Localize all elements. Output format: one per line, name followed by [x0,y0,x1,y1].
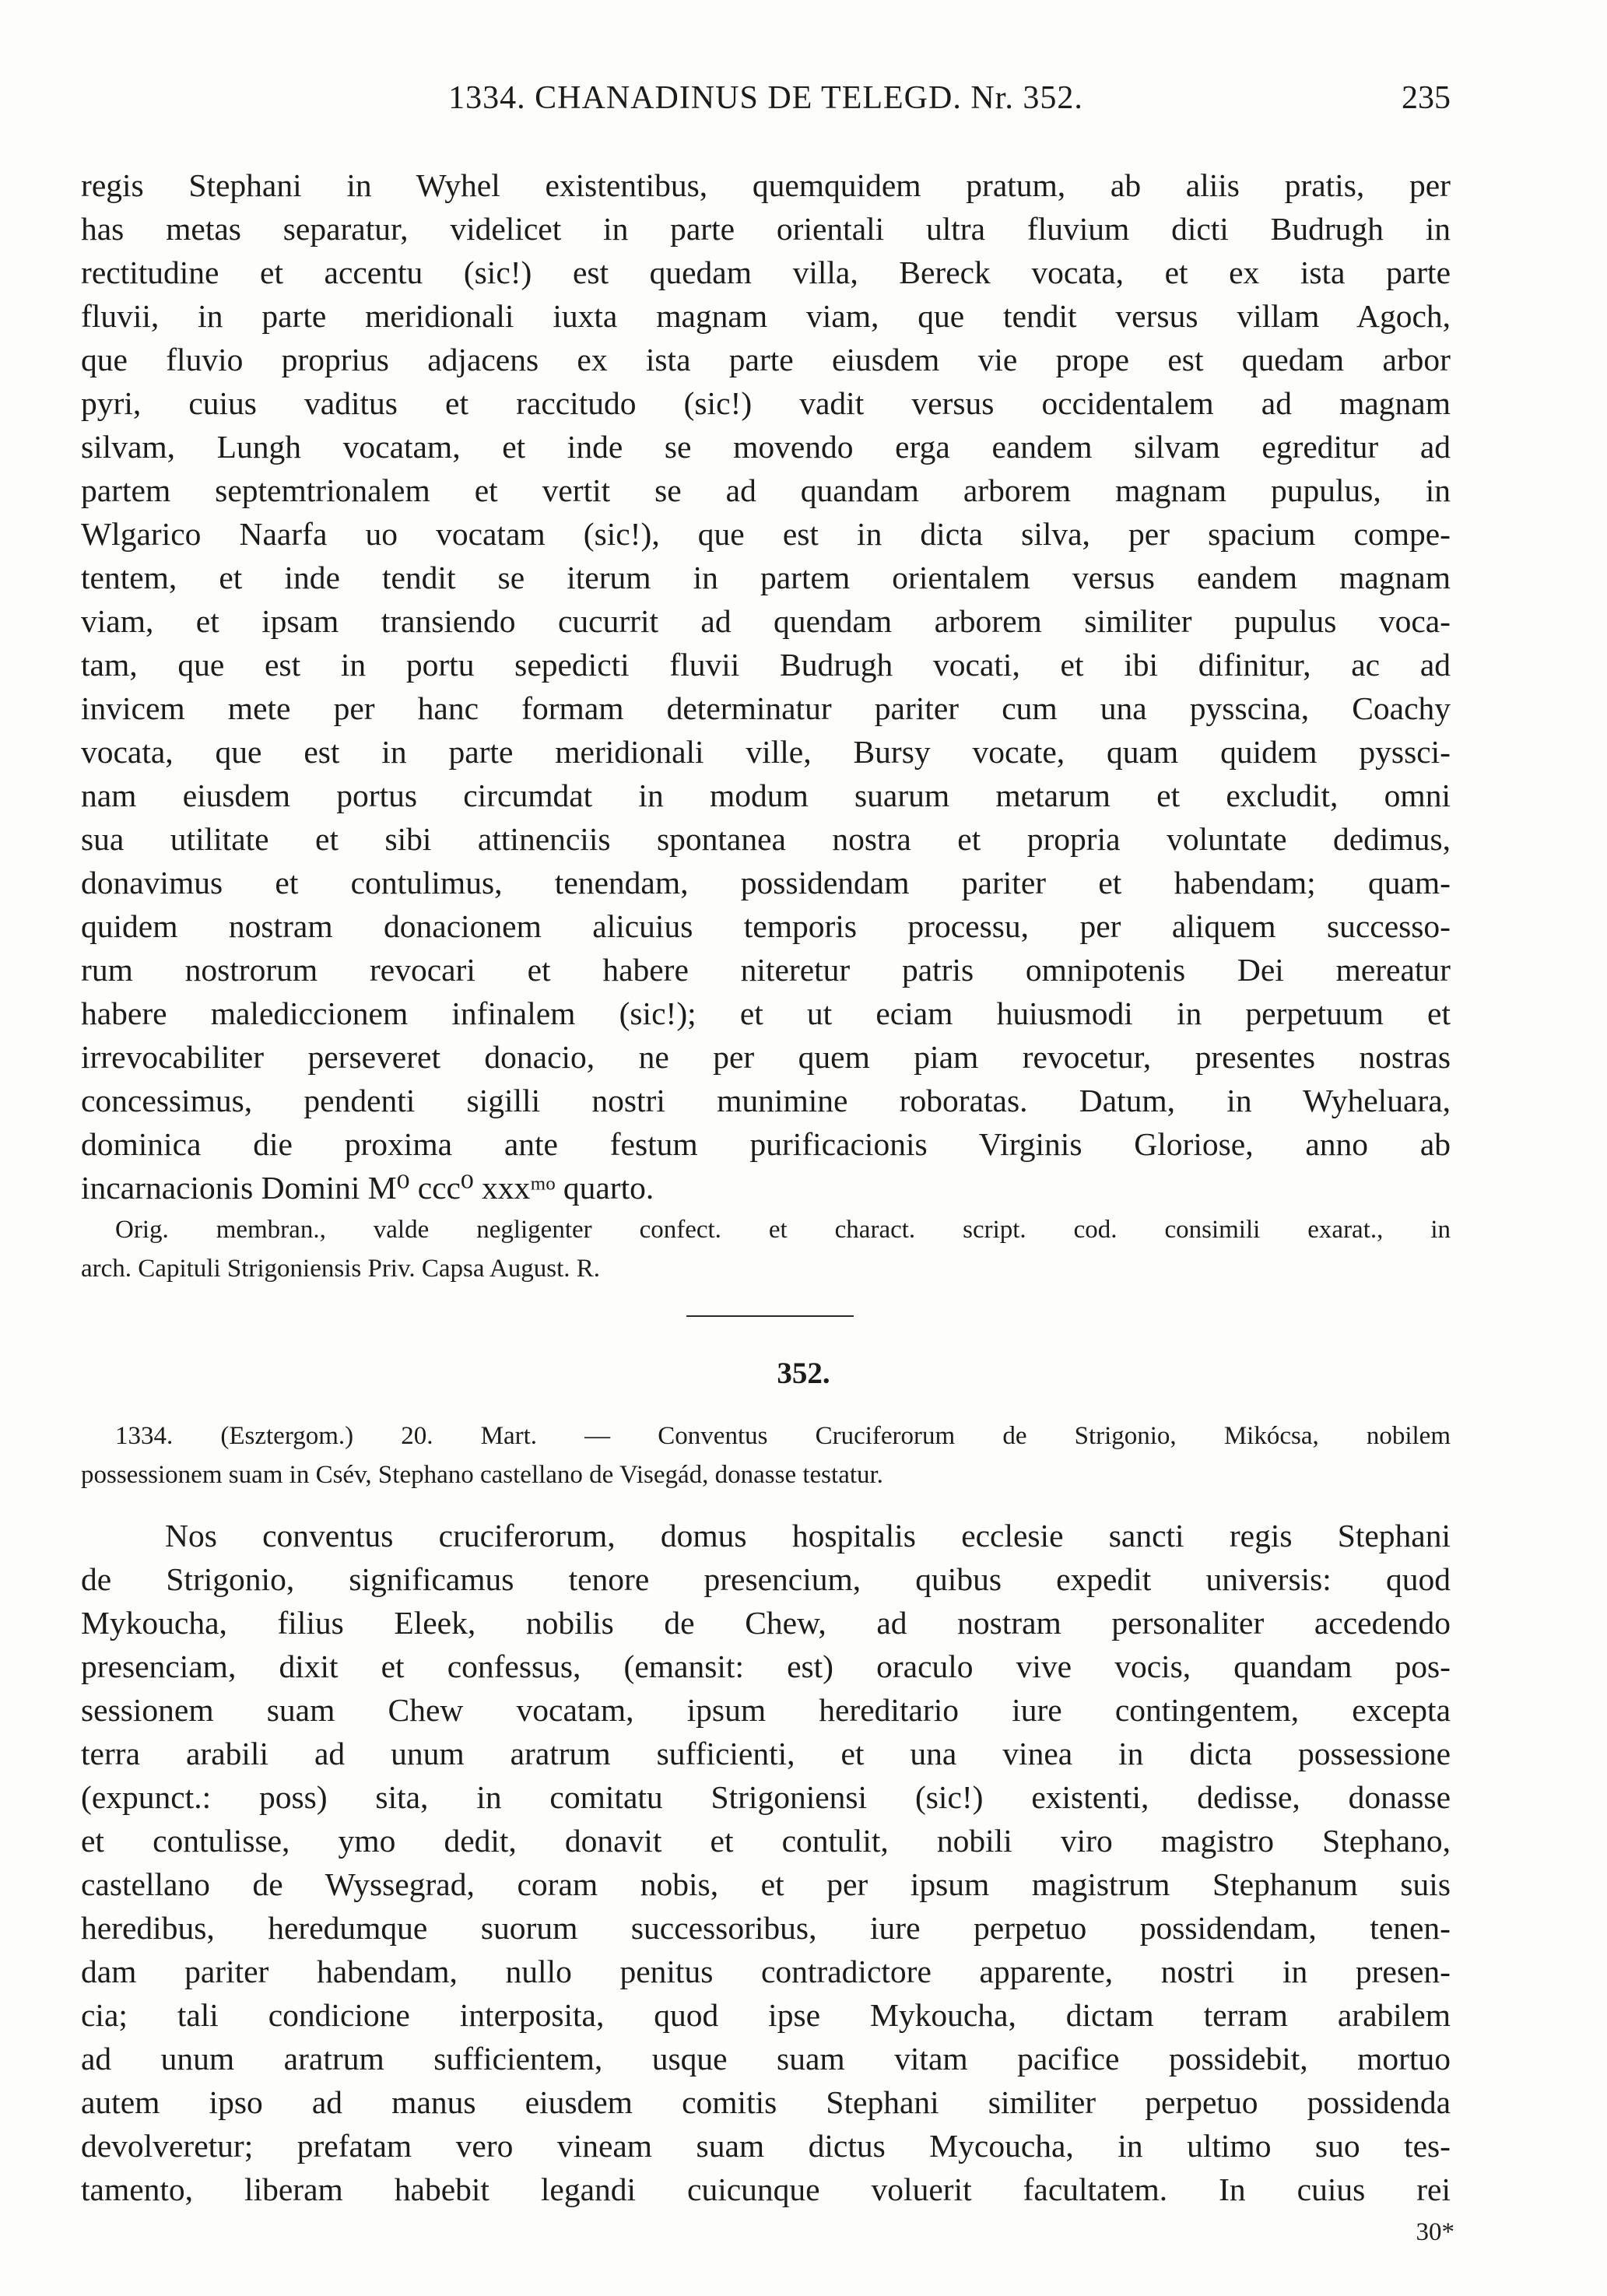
text-line: Mykoucha, filius Eleek, nobilis de Chew, ad nostram personaliter accedendo [81,1605,1451,1641]
text-line: concessimus, pendenti sigilli nostri munimine roboratas. Datum, in Wyheluara, [81,1083,1451,1118]
text-line: fluvii, in parte meridionali iuxta magnam viam, que tendit versus villam Agoch, [81,298,1451,334]
text-line: quidem nostram donacionem alicuius temporis processu, per aliquem successo- [81,908,1451,944]
running-head-title: 1334. CHANADINUS DE TELEGD. Nr. 352. [448,80,1083,116]
signature-mark: 30* [1416,2218,1454,2246]
regest-line: 1334. (Esztergom.) 20. Mart. — Conventus Cruciferorum de Strigonio, Mikócsa, nobilem [115,1422,1451,1450]
document-number: 352. [777,1357,830,1390]
text-line: pyri, cuius vaditus et raccitudo (sic!) vadit versus occidentalem ad magnam [81,385,1451,421]
text-line: devolveretur; prefatam vero vineam suam dictus Mycoucha, in ultimo suo tes- [81,2128,1451,2164]
text-line: ad unum aratrum sufficientem, usque suam vitam pacifice possidebit, mortuo [81,2041,1451,2077]
text-line: irrevocabiliter perseveret donacio, ne per quem piam revocetur, presentes nostras [81,1039,1451,1075]
text-line: sua utilitate et sibi attinenciis spontanea nostra et propria voluntate dedimus, [81,821,1451,857]
text-line: tentem, et inde tendit se iterum in partem orientalem versus eandem magnam [81,560,1451,595]
charter-text-continued [81,163,1451,1209]
regest [81,1417,1451,1494]
text-line: Wlgarico Naarfa uo vocatam (sic!), que est in dicta silva, per spacium compe- [81,516,1451,552]
note-line: arch. Capituli Strigoniensis Priv. Capsa August. R. [81,1255,601,1283]
text-line: terra arabili ad unum aratrum sufficienti, et una vinea in dicta possessione [81,1736,1451,1771]
text-line: invicem mete per hanc formam determinatur pariter cum una pysscina, Coachy [81,690,1451,726]
text-line: silvam, Lungh vocatam, et inde se movendo erga eandem silvam egreditur ad [81,429,1451,465]
page-number: 235 [1402,80,1451,116]
running-head [81,75,1451,121]
text-line: cia; tali condicione interposita, quod ipse Mykoucha, dictam terram arabilem [81,1997,1451,2033]
source-note [81,1210,1451,1288]
text-line: rectitudine et accentu (sic!) est quedam villa, Bereck vocata, et ex ista parte [81,255,1451,290]
text-line: sessionem suam Chew vocatam, ipsum hereditario iure contingentem, excepta [81,1692,1451,1728]
text-line: que fluvio proprius adjacens ex ista parte eiusdem vie prope est quedam arbor [81,342,1451,377]
text-line: habere malediccionem infinalem (sic!); et ut eciam huiusmodi in perpetuum et [81,995,1451,1031]
text-line: Nos conventus cruciferorum, domus hospitalis ecclesie sancti regis Stephani [165,1518,1451,1553]
text-line: donavimus et contulimus, tenendam, possidendam pariter et habendam; quam- [81,865,1451,900]
text-line: (expunct.: poss) sita, in comitatu Strigoniensi (sic!) existenti, dedisse, donasse [81,1779,1451,1815]
charter-text-352 [81,1514,1451,2211]
note-line: Orig. membran., valde negligenter confect. et charact. script. cod. consimili exarat., in [115,1216,1451,1244]
text-line: de Strigonio, significamus tenore presencium, quibus expedit universis: quod [81,1561,1451,1597]
text-line: dominica die proxima ante festum purificacionis Virginis Gloriose, anno ab [81,1126,1451,1162]
regest-line: possessionem suam in Csév, Stephano castellano de Visegád, donasse testatur. [81,1461,883,1489]
text-line: castellano de Wyssegrad, coram nobis, et per ipsum magistrum Stephanum suis [81,1866,1451,1902]
text-line: regis Stephani in Wyhel existentibus, quemquidem pratum, ab aliis pratis, per [81,167,1451,203]
text-line: presenciam, dixit et confessus, (emansit: est) oraculo vive vocis, quandam pos- [81,1648,1451,1684]
text-line: tam, que est in portu sepedicti fluvii Budrugh vocati, et ibi difinitur, ac ad [81,647,1451,683]
text-line: et contulisse, ymo dedit, donavit et contulit, nobili viro magistro Stephano, [81,1823,1451,1859]
text-line: dam pariter habendam, nullo penitus contradictore apparente, nostri in presen- [81,1954,1451,1989]
text-line: tamento, liberam habebit legandi cuicunque voluerit facultatem. In cuius rei [81,2171,1451,2207]
text-line: vocata, que est in parte meridionali ville, Bursy vocate, quam quidem pyssci- [81,734,1451,770]
text-line: nam eiusdem portus circumdat in modum suarum metarum et excludit, omni [81,778,1451,813]
text-line: autem ipso ad manus eiusdem comitis Stephani similiter perpetuo possidenda [81,2084,1451,2120]
text-line: has metas separatur, videlicet in parte orientali ultra fluvium dicti Budrugh in [81,211,1451,247]
text-line: heredibus, heredumque suorum successoribus, iure perpetuo possidendam, tenen- [81,1910,1451,1946]
text-line: incarnacionis Domini M⁰ ccc⁰ xxxᵐᵒ quarto. [81,1170,654,1206]
section-divider [686,1315,854,1317]
text-line: partem septemtrionalem et vertit se ad quandam arborem magnam pupulus, in [81,472,1451,508]
text-line: viam, et ipsam transiendo cucurrit ad quendam arborem similiter pupulus voca- [81,603,1451,639]
text-line: rum nostrorum revocari et habere niteretur patris omnipotenis Dei mereatur [81,952,1451,988]
